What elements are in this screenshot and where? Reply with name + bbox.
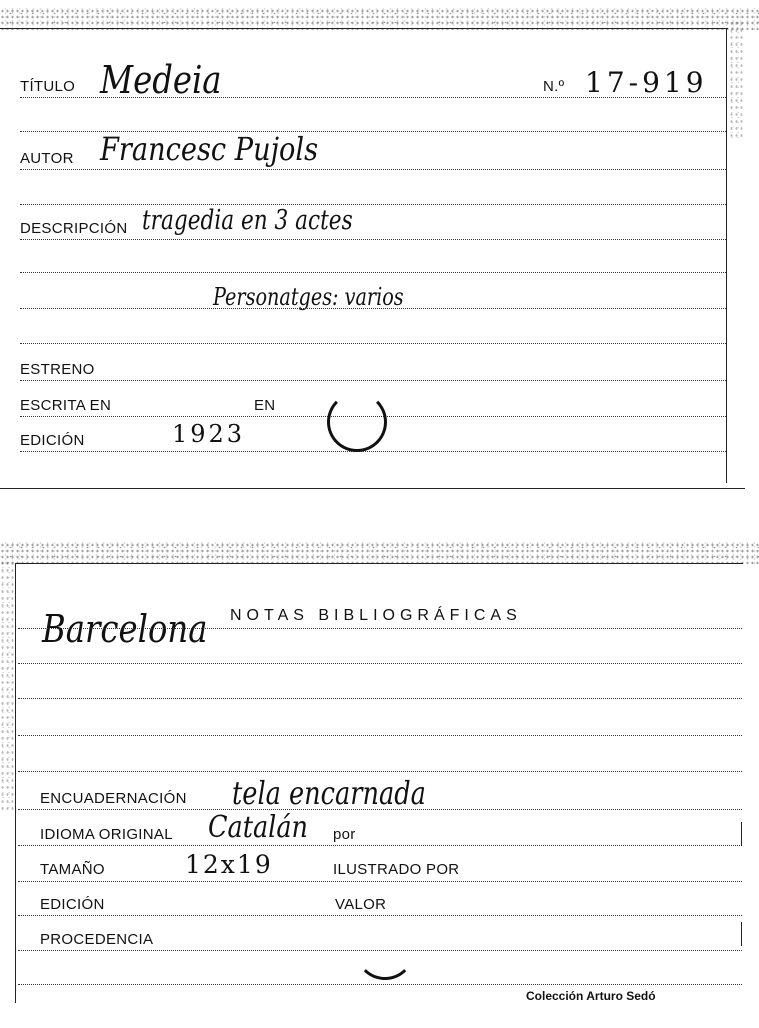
punch-hole [355, 920, 415, 980]
encuadernacion-line [18, 809, 742, 810]
autor-value: Francesc Pujols [100, 130, 319, 168]
rule-line [20, 204, 726, 205]
tamano-line [18, 881, 742, 882]
idioma-label: IDIOMA ORIGINAL [40, 826, 173, 843]
right-tick [741, 822, 742, 846]
descripcion-label: DESCRIPCIÓN [20, 220, 128, 237]
idioma-value: Catalán [208, 810, 308, 845]
card-top-border [0, 28, 728, 29]
rule-line [20, 272, 726, 273]
rule-line [18, 698, 742, 699]
escrita-en-label: ESCRITA EN [20, 397, 112, 414]
right-tick [741, 922, 742, 946]
rule-line [18, 771, 742, 772]
estreno-line [20, 380, 726, 381]
procedencia-label: PROCEDENCIA [40, 931, 154, 948]
idioma-line [18, 845, 742, 846]
titulo-line [20, 97, 726, 98]
collection-credit: Colección Arturo Sedó [526, 989, 656, 1003]
rule-line [20, 343, 726, 344]
edicion-line [18, 915, 742, 916]
ilustrado-label: ILUSTRADO POR [333, 861, 460, 878]
card-right-edge [729, 20, 743, 140]
autor-label: AUTOR [20, 150, 74, 167]
valor-label: VALOR [335, 896, 387, 913]
autor-line [20, 169, 726, 170]
edicion-label: EDICIÓN [20, 432, 85, 449]
card-top-edge [0, 542, 759, 564]
en-label: EN [254, 397, 276, 414]
edicion-value: 1923 [172, 420, 246, 448]
catalog-card-front [0, 0, 759, 500]
tamano-value: 12x19 [185, 850, 273, 879]
card-bottom-border [0, 488, 745, 489]
estreno-label: ESTRENO [20, 361, 95, 378]
tamano-label: TAMAÑO [40, 861, 105, 878]
titulo-label: TÍTULO [20, 78, 76, 95]
notas-line [18, 628, 742, 629]
titulo-value: Medeia [100, 58, 222, 102]
punch-hole [327, 392, 387, 452]
descripcion-value: tragedia en 3 actes [142, 205, 353, 236]
encuadernacion-value: tela encarnada [232, 774, 426, 812]
rule-line [20, 308, 726, 309]
card-left-border [15, 563, 16, 1003]
card-top-edge [0, 8, 759, 30]
catalog-card-back [0, 520, 759, 1028]
descripcion-value-2: Personatges: varios [213, 283, 404, 311]
encuadernacion-label: ENCUADERNACIÓN [40, 790, 187, 807]
por-label: por [333, 826, 356, 843]
card-left-edge [0, 560, 14, 810]
notas-value: Barcelona [42, 607, 208, 651]
card-top-border [15, 563, 743, 564]
edicion-line [20, 451, 726, 452]
rule-line [18, 984, 742, 985]
edicion-label: EDICIÓN [40, 896, 105, 913]
descripcion-line [20, 239, 726, 240]
notas-heading: NOTAS BIBLIOGRÁFICAS [230, 607, 522, 624]
rule-line [18, 735, 742, 736]
numero-label: N.º [543, 78, 565, 95]
rule-line [18, 663, 742, 664]
numero-value: 17-919 [585, 66, 708, 99]
